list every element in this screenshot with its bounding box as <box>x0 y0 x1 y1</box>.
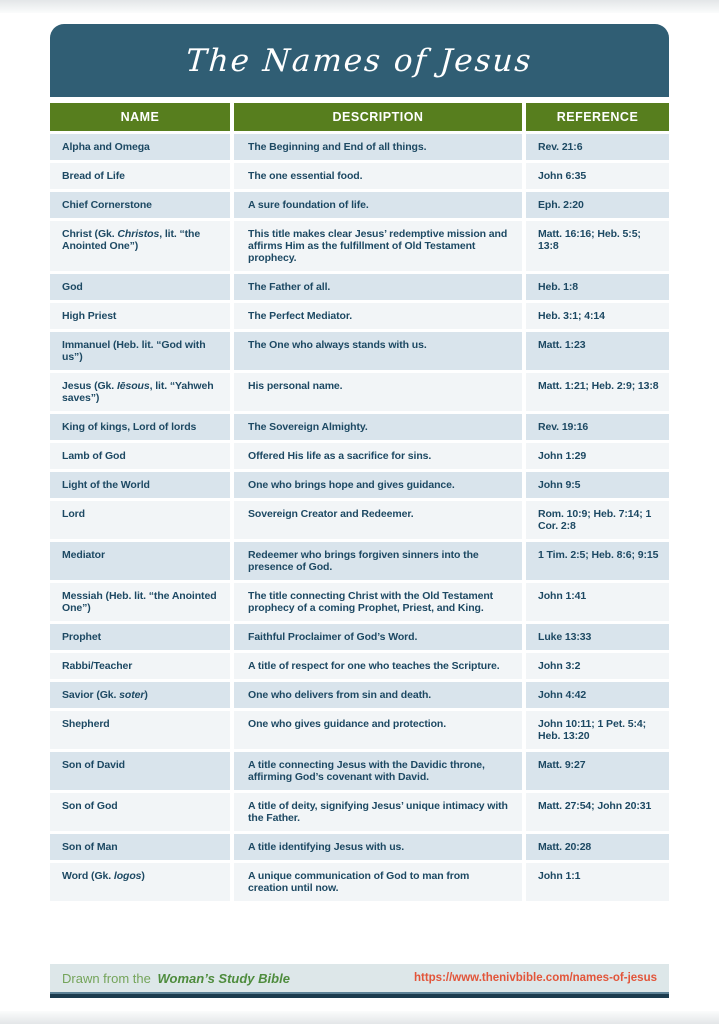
reference-cell: Heb. 1:8 <box>526 274 669 300</box>
name-cell: Immanuel (Heb. lit. “God with us”) <box>50 332 230 370</box>
reference-cell: John 1:29 <box>526 443 669 469</box>
reference-cell: Matt. 27:54; John 20:31 <box>526 793 669 831</box>
bottom-bar <box>50 994 669 998</box>
name-cell: God <box>50 274 230 300</box>
reference-cell: John 10:11; 1 Pet. 5:4; Heb. 13:20 <box>526 711 669 749</box>
name-cell: Bread of Life <box>50 163 230 189</box>
column-header-name: NAME <box>50 103 230 131</box>
name-cell: Rabbi/Teacher <box>50 653 230 679</box>
name-cell: Son of God <box>50 793 230 831</box>
description-cell: A title of respect for one who teaches the Scripture. <box>234 653 522 679</box>
table-header <box>50 103 669 131</box>
reference-cell: Rev. 19:16 <box>526 414 669 440</box>
description-cell: Sovereign Creator and Redeemer. <box>234 501 522 539</box>
source-credit <box>62 971 290 986</box>
table-row <box>50 863 669 901</box>
name-cell: Prophet <box>50 624 230 650</box>
reference-cell: John 1:1 <box>526 863 669 901</box>
reference-cell: Eph. 2:20 <box>526 192 669 218</box>
reference-cell: Matt. 9:27 <box>526 752 669 790</box>
name-cell: Alpha and Omega <box>50 134 230 160</box>
name-cell: High Priest <box>50 303 230 329</box>
title-banner <box>50 24 669 97</box>
column-header-description: DESCRIPTION <box>234 103 522 131</box>
description-cell: The Sovereign Almighty. <box>234 414 522 440</box>
name-cell: Lord <box>50 501 230 539</box>
footer-url-link[interactable]: https://www.thenivbible.com/names-of-jesus <box>413 972 657 984</box>
footer-section <box>50 964 669 998</box>
reference-cell: John 9:5 <box>526 472 669 498</box>
description-cell: The Perfect Mediator. <box>234 303 522 329</box>
description-cell: The Beginning and End of all things. <box>234 134 522 160</box>
description-cell: A sure foundation of life. <box>234 192 522 218</box>
page-top-edge <box>0 0 719 13</box>
description-cell: A unique communication of God to man from creation until now. <box>234 863 522 901</box>
name-cell: Mediator <box>50 542 230 580</box>
table-row <box>50 793 669 831</box>
table-row <box>50 274 669 300</box>
name-cell: Christ (Gk. Christos, lit. “the Anointed One”) <box>50 221 230 271</box>
description-cell: One who gives guidance and protection. <box>234 711 522 749</box>
table-row <box>50 624 669 650</box>
reference-cell: Matt. 1:21; Heb. 2:9; 13:8 <box>526 373 669 411</box>
table-row <box>50 752 669 790</box>
source-prefix: Drawn from the <box>62 970 151 986</box>
reference-cell: Matt. 20:28 <box>526 834 669 860</box>
description-cell: A title of deity, signifying Jesus’ unique intimacy with the Father. <box>234 793 522 831</box>
reference-cell: 1 Tim. 2:5; Heb. 8:6; 9:15 <box>526 542 669 580</box>
name-cell: King of kings, Lord of lords <box>50 414 230 440</box>
table-row <box>50 414 669 440</box>
table-row <box>50 653 669 679</box>
content-area <box>0 13 719 1011</box>
description-cell: The One who always stands with us. <box>234 332 522 370</box>
reference-cell: Rom. 10:9; Heb. 7:14; 1 Cor. 2:8 <box>526 501 669 539</box>
name-cell: Word (Gk. logos) <box>50 863 230 901</box>
table-row <box>50 163 669 189</box>
name-cell: Light of the World <box>50 472 230 498</box>
name-cell: Shepherd <box>50 711 230 749</box>
name-cell: Son of David <box>50 752 230 790</box>
table-body <box>50 134 669 904</box>
description-cell: This title makes clear Jesus’ redemptive mission and affirms Him as the fulfillment of Old Testament prophecy. <box>234 221 522 271</box>
table-row <box>50 542 669 580</box>
column-header-reference: REFERENCE <box>526 103 669 131</box>
description-cell: The title connecting Christ with the Old Testament prophecy of a coming Prophet, Priest, and King. <box>234 583 522 621</box>
source-name: Woman’s Study Bible <box>157 970 290 986</box>
table-row <box>50 443 669 469</box>
description-cell: His personal name. <box>234 373 522 411</box>
description-cell: The one essential food. <box>234 163 522 189</box>
name-cell: Savior (Gk. soter) <box>50 682 230 708</box>
reference-cell: John 1:41 <box>526 583 669 621</box>
name-cell: Messiah (Heb. lit. “the Anointed One”) <box>50 583 230 621</box>
description-cell: Redeemer who brings forgiven sinners into the presence of God. <box>234 542 522 580</box>
table-row <box>50 583 669 621</box>
description-cell: The Father of all. <box>234 274 522 300</box>
page-bottom-edge <box>0 1011 719 1024</box>
name-cell: Chief Cornerstone <box>50 192 230 218</box>
name-cell: Son of Man <box>50 834 230 860</box>
description-cell: A title connecting Jesus with the Davidic throne, affirming God’s covenant with David. <box>234 752 522 790</box>
footer-bar <box>50 964 669 992</box>
table-row <box>50 332 669 370</box>
table-row <box>50 682 669 708</box>
name-cell: Lamb of God <box>50 443 230 469</box>
description-cell: Offered His life as a sacrifice for sins. <box>234 443 522 469</box>
table-row <box>50 192 669 218</box>
table-row <box>50 373 669 411</box>
table-row <box>50 221 669 271</box>
reference-cell: Rev. 21:6 <box>526 134 669 160</box>
name-cell: Jesus (Gk. Iēsous, lit. “Yahweh saves”) <box>50 373 230 411</box>
reference-cell: Matt. 1:23 <box>526 332 669 370</box>
reference-cell: Heb. 3:1; 4:14 <box>526 303 669 329</box>
table-row <box>50 501 669 539</box>
reference-cell: Matt. 16:16; Heb. 5:5; 13:8 <box>526 221 669 271</box>
description-cell: A title identifying Jesus with us. <box>234 834 522 860</box>
description-cell: Faithful Proclaimer of God’s Word. <box>234 624 522 650</box>
description-cell: One who brings hope and gives guidance. <box>234 472 522 498</box>
table-row <box>50 134 669 160</box>
reference-cell: John 3:2 <box>526 653 669 679</box>
reference-cell: Luke 13:33 <box>526 624 669 650</box>
description-cell: One who delivers from sin and death. <box>234 682 522 708</box>
table-row <box>50 711 669 749</box>
table-row <box>50 303 669 329</box>
reference-cell: John 6:35 <box>526 163 669 189</box>
table-row <box>50 834 669 860</box>
reference-cell: John 4:42 <box>526 682 669 708</box>
table-row <box>50 472 669 498</box>
page-title: The Names of Jesus <box>184 42 535 79</box>
